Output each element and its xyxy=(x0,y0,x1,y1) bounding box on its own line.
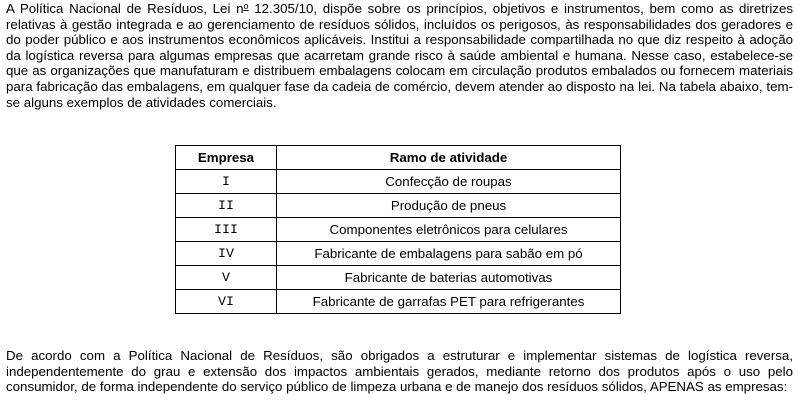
empresa-cell: II xyxy=(176,194,277,218)
empresa-cell: III xyxy=(176,218,277,242)
ramo-cell: Componentes eletrônicos para celulares xyxy=(277,218,621,242)
intro-paragraph xyxy=(6,1,793,110)
table-row xyxy=(176,242,621,266)
table-row xyxy=(176,170,621,194)
table-header-row xyxy=(176,146,621,170)
intro-text-part1: A Política Nacional de Resíduos, Lei n xyxy=(6,1,244,16)
activities-table xyxy=(175,145,621,314)
question-paragraph: De acordo com a Política Nacional de Resíduos, são obrigados a estruturar e implementar sistemas de logística reversa, independentemente do grau e extensão dos impactos ambientais gerados, mediante retorno dos produtos após o uso pelo consumidor, de forma independente do serviço público de limpeza urbana e de manejo dos resíduos sólidos, APENAS as empresas: xyxy=(6,348,793,395)
table-row xyxy=(176,290,621,314)
ordinal-indicator: o xyxy=(243,1,249,11)
header-empresa: Empresa xyxy=(176,146,277,170)
header-ramo-de-atividade: Ramo de atividade xyxy=(277,146,621,170)
intro-text-part2: 12.305/10, dispõe sobre os princípios, objetivos e instrumentos, bem como as diretrizes relativas à gestão integrada e ao gerenciamento de resíduos sólidos, incluídos os perigosos, às responsabilidades dos geradores e do poder público e aos instrumentos econômicos aplicáveis. Institui a responsabilidade compartilhada no que diz respeito à adoção da logística reversa para algumas empresas que acarretam grande risco à saúde ambiental e humana. Nesse caso, estabelece-se que as organizações que manufaturam e distribuem embalagens colocam em circulação produtos embalados ou fornecem materiais para fabricação das embalagens, em qualquer fase da cadeia de comércio, devem atender ao disposto na lei. Na tabela abaixo, tem-se alguns exemplos de atividades comerciais. xyxy=(6,1,793,110)
empresa-cell: I xyxy=(176,170,277,194)
empresa-cell: V xyxy=(176,266,277,290)
ramo-cell: Fabricante de garrafas PET para refrigerantes xyxy=(277,290,621,314)
ramo-cell: Fabricante de baterias automotivas xyxy=(277,266,621,290)
ramo-cell: Fabricante de embalagens para sabão em pó xyxy=(277,242,621,266)
empresa-cell: IV xyxy=(176,242,277,266)
empresa-cell: VI xyxy=(176,290,277,314)
ramo-cell: Confecção de roupas xyxy=(277,170,621,194)
table-row xyxy=(176,218,621,242)
ramo-cell: Produção de pneus xyxy=(277,194,621,218)
table-row xyxy=(176,266,621,290)
table-row xyxy=(176,194,621,218)
